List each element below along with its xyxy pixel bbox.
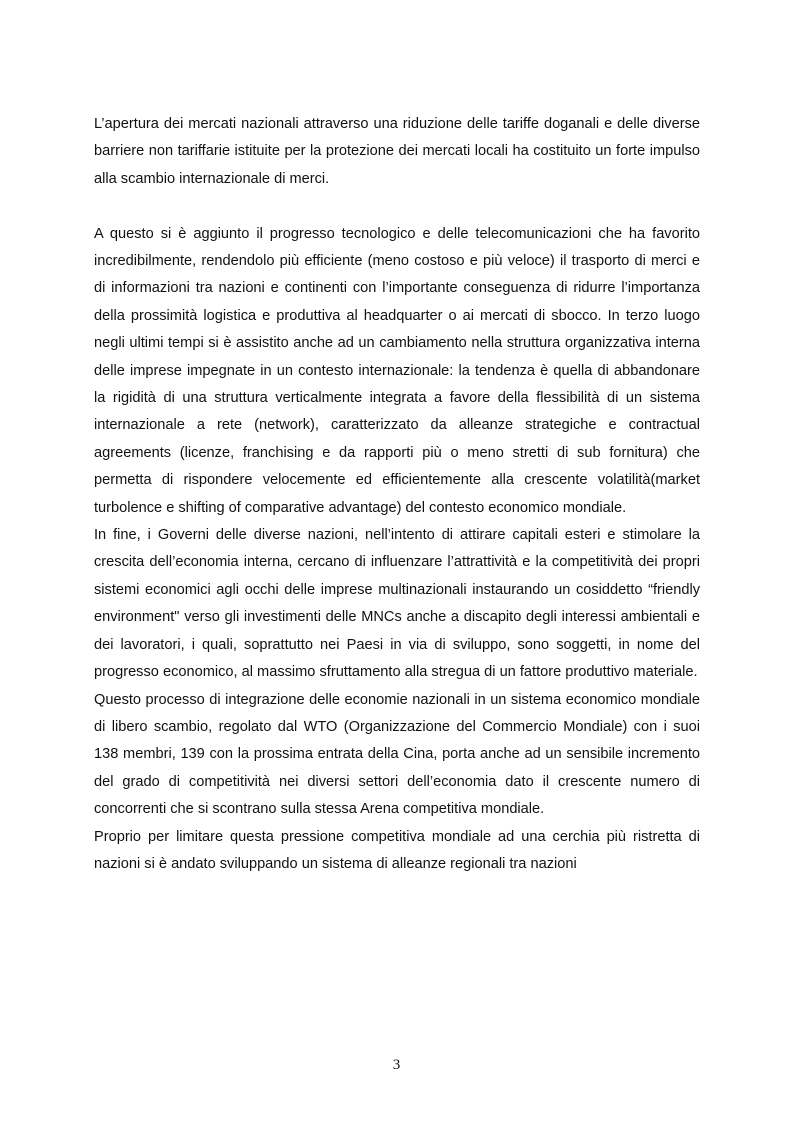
page-number: 3 <box>392 1057 401 1073</box>
paragraph-5: Proprio per limitare questa pressione competitiva mondiale ad una cerchia più ristretta di nazioni si è andato sviluppando un sistema di alleanze regionali tra nazioni <box>94 828 700 872</box>
body-text <box>94 111 700 878</box>
paragraph-2: A questo si è aggiunto il progresso tecnologico e delle telecomunicazioni che ha favorito incredibilmente, rendendolo più efficiente (meno costoso e più veloce) il trasporto di merci e di informazioni tra nazioni e continenti con l’importante conseguenza di ridurre l’importanza della prossimità logistica e produttiva al headquarter o ai mercati di sbocco. In terzo luogo negli ultimi tempi si è assistito anche ad un cambiamento nella struttura organizzativa interna delle imprese impegnate in un contesto internazionale: la tendenza è quella di abbandonare la rigidità di una struttura verticalmente integrata a favore della flessibilità di un sistema internazionale a rete (network), caratterizzato da alleanze strategiche e contractual agreements (licenze, franchising e da rapporti più o meno stretti di sub fornitura) che permetta di rispondere velocemente ed efficientemente alla crescente volatilità(market turbolence e shifting of comparative advantage) del contesto economico mondiale. <box>94 225 700 516</box>
paragraph-1: L’apertura dei mercati nazionali attraverso una riduzione delle tariffe doganali e delle diverse barriere non tariffarie istituite per la protezione dei mercati locali ha costituito un forte impulso alla scambio internazionale di merci. <box>94 116 700 187</box>
paragraph-3: In fine, i Governi delle diverse nazioni, nell’intento di attirare capitali esteri e stimolare la crescita dell’economia interna, cercano di influenzare l’attrattività e la competitività dei propri sistemi economici agli occhi delle imprese multinazionali instaurando un cosiddetto “friendly environment" verso gli investimenti delle MNCs anche a discapito degli interessi ambientali e dei lavoratori, i quali, soprattutto nei Paesi in via di sviluppo, sono soggetti, in nome del progresso economico, al massimo sfruttamento alla stregua di un fattore produttivo materiale. <box>94 527 700 681</box>
paragraph-4: Questo processo di integrazione delle economie nazionali in un sistema economico mondiale di libero scambio, regolato dal WTO (Organizzazione del Commercio Mondiale) con i suoi 138 membri, 139 con la prossima entrata della Cina, porta anche ad un sensibile incremento del grado di competitività nei diversi settori dell’economia dato il crescente numero di concorrenti che si scontrano sulla stessa Arena competitiva mondiale. <box>94 691 700 818</box>
paragraph-spacer <box>94 193 700 220</box>
